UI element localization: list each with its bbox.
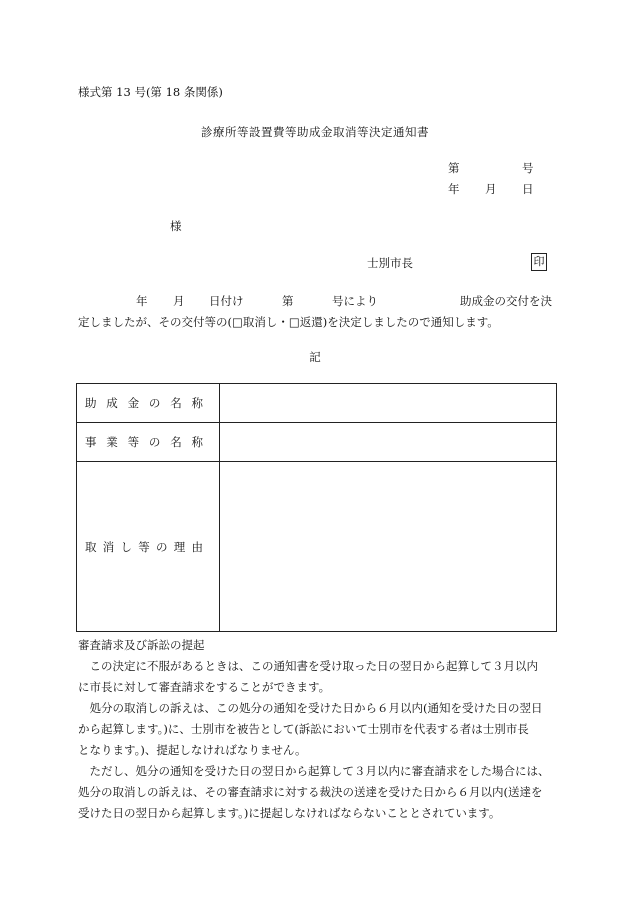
form-number: 様式第 13 号(第 18 条関係) — [78, 85, 223, 99]
notice-heading: 審査請求及び訴訟の提起 — [78, 638, 205, 652]
table-row — [77, 384, 557, 423]
body-month: 月 — [173, 294, 185, 308]
details-table — [76, 383, 557, 632]
project-name-field[interactable] — [220, 423, 557, 462]
date-day: 日 — [522, 182, 534, 196]
cancellation-reason-label: 取 消 し 等 の 理 由 — [77, 462, 220, 632]
date-year: 年 — [448, 182, 460, 196]
seal-mark: 印 — [531, 253, 547, 271]
notice-paragraph-2: 処分の取消しの訴えは、この処分の通知を受けた日から６月以内(通知を受けた日の翌日 から起算します。)に、士別市を被告として(訴訟において士別市を代表する者は士別市長 となります。)、提起しなければなりません。 — [78, 701, 543, 757]
table-row — [77, 423, 557, 462]
body-line-2: 定しましたが、その交付等の(□取消し・□返還)を決定しましたので通知します。 — [78, 315, 499, 329]
body-grant-text: 助成金の交付を決 — [460, 294, 552, 308]
cancellation-reason-field[interactable] — [220, 462, 557, 632]
number-prefix: 第 — [448, 161, 460, 175]
table-row — [77, 462, 557, 632]
document-title: 診療所等設置費等助成金取消等決定通知書 — [201, 125, 429, 139]
notice-paragraph-1: この決定に不服があるときは、この通知書を受け取った日の翌日から起算して３月以内 に市長に対して審査請求をすることができます。 — [78, 659, 538, 694]
body-day: 日付け — [209, 294, 244, 308]
body-number-prefix: 第 — [282, 294, 294, 308]
issuer-name: 士別市長 — [367, 256, 413, 270]
addressee-suffix: 様 — [170, 219, 182, 233]
date-month: 月 — [485, 182, 497, 196]
grant-name-field[interactable] — [220, 384, 557, 423]
project-name-label: 事 業 等 の 名 称 — [77, 423, 220, 462]
grant-name-label: 助 成 金 の 名 称 — [77, 384, 220, 423]
notice-paragraph-3: ただし、処分の通知を受けた日の翌日から起算して３月以内に審査請求をした場合には、 処分の取消しの訴えは、その審査請求に対する裁決の送達を受けた日から６月以内(送達を 受けた日の翌日から起算します。)に提起しなければならないこととされています。 — [78, 764, 550, 820]
body-year: 年 — [136, 294, 148, 308]
ki-heading: 記 — [309, 350, 321, 364]
body-number-suffix: 号により — [332, 294, 378, 308]
number-suffix: 号 — [522, 161, 534, 175]
